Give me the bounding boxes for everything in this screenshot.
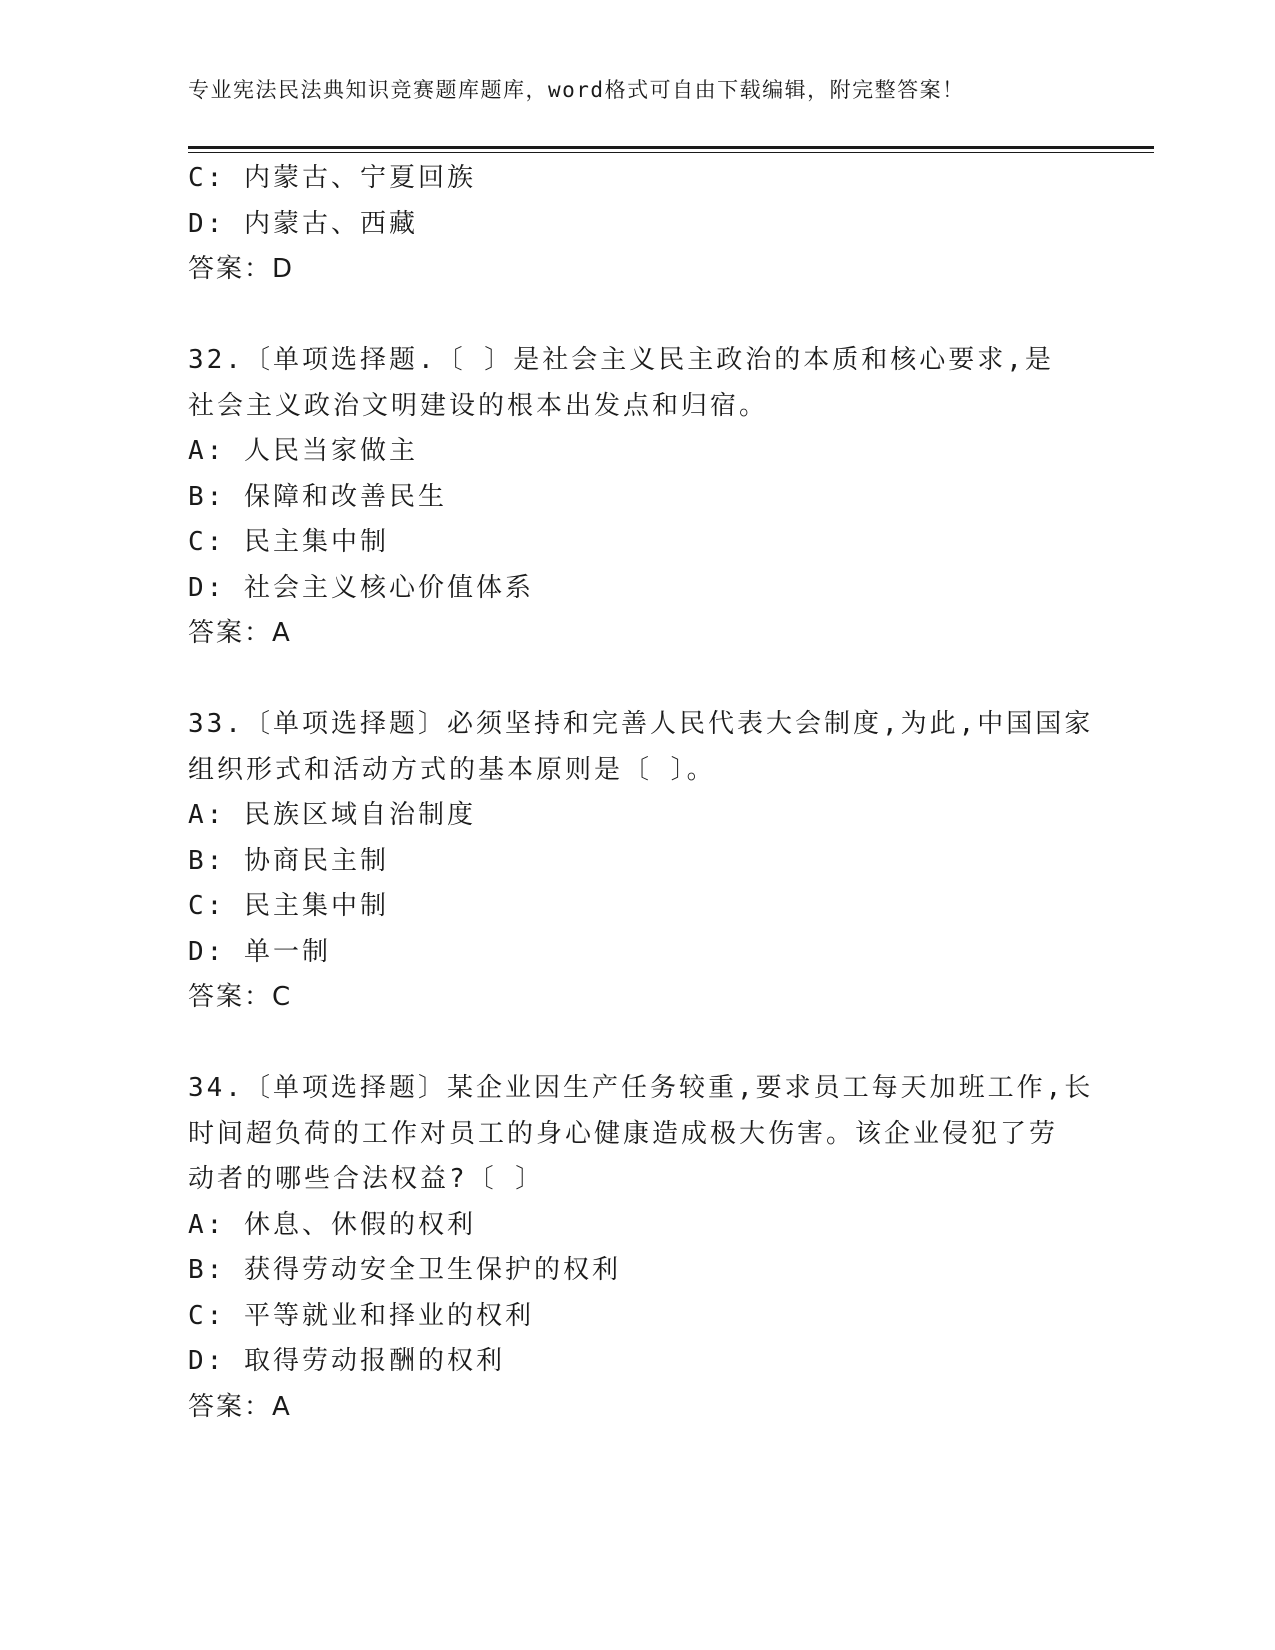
option-c: C: 内蒙古、宁夏回族 [188,163,476,193]
question-block [188,338,1088,657]
question-stem-line: 34.〔单项选择题〕某企业因生产任务较重,要求员工每天加班工作,长 [188,1073,1094,1103]
page-header: 专业宪法民法典知识竞赛题库题库，word格式可自由下载编辑，附完整答案！ [188,78,965,102]
question-stem-line: 33.〔单项选择题〕必须坚持和完善人民代表大会制度,为此,中国国家 [188,709,1094,739]
answer-line: 答案：A [188,618,292,648]
spacer [188,657,1088,703]
option-d: D: 社会主义核心价值体系 [188,572,534,603]
answer-line: 答案：D [188,254,295,284]
question-stem-line: 动者的哪些合法权益?〔 〕 [188,1164,545,1194]
option-a: A: 民族区域自治制度 [188,800,476,830]
question-stem-line: 32.〔单项选择题.〔 〕是社会主义民主政治的本质和核心要求,是 [188,345,1054,375]
option-d: D: 单一制 [188,936,331,967]
header-divider [188,146,1154,153]
question-block [188,1066,1094,1430]
question-block [188,702,1094,1021]
option-c: C: 民主集中制 [188,891,389,921]
option-d: D: 内蒙古、西藏 [188,208,418,239]
option-c: C: 平等就业和择业的权利 [188,1300,534,1331]
option-a: A: 人民当家做主 [188,436,418,466]
question-content [188,156,1094,1430]
option-b: B: 获得劳动安全卫生保护的权利 [188,1255,621,1285]
question-stem-line: 社会主义政治文明建设的根本出发点和归宿。 [188,390,769,421]
option-d: D: 取得劳动报酬的权利 [188,1346,505,1376]
option-b: B: 协商民主制 [188,845,389,876]
spacer [188,1021,1088,1067]
spacer [188,293,1088,339]
answer-line: 答案：A [188,1391,292,1422]
option-b: B: 保障和改善民生 [188,481,447,512]
option-a: A: 休息、休假的权利 [188,1209,476,1240]
option-c: C: 民主集中制 [188,527,389,557]
question-stem-line: 时间超负荷的工作对员工的身心健康造成极大伤害。该企业侵犯了劳 [188,1118,1059,1149]
answer-line: 答案：C [188,982,293,1012]
question-stem-line: 组织形式和活动方式的基本原则是〔 〕。 [188,754,716,785]
